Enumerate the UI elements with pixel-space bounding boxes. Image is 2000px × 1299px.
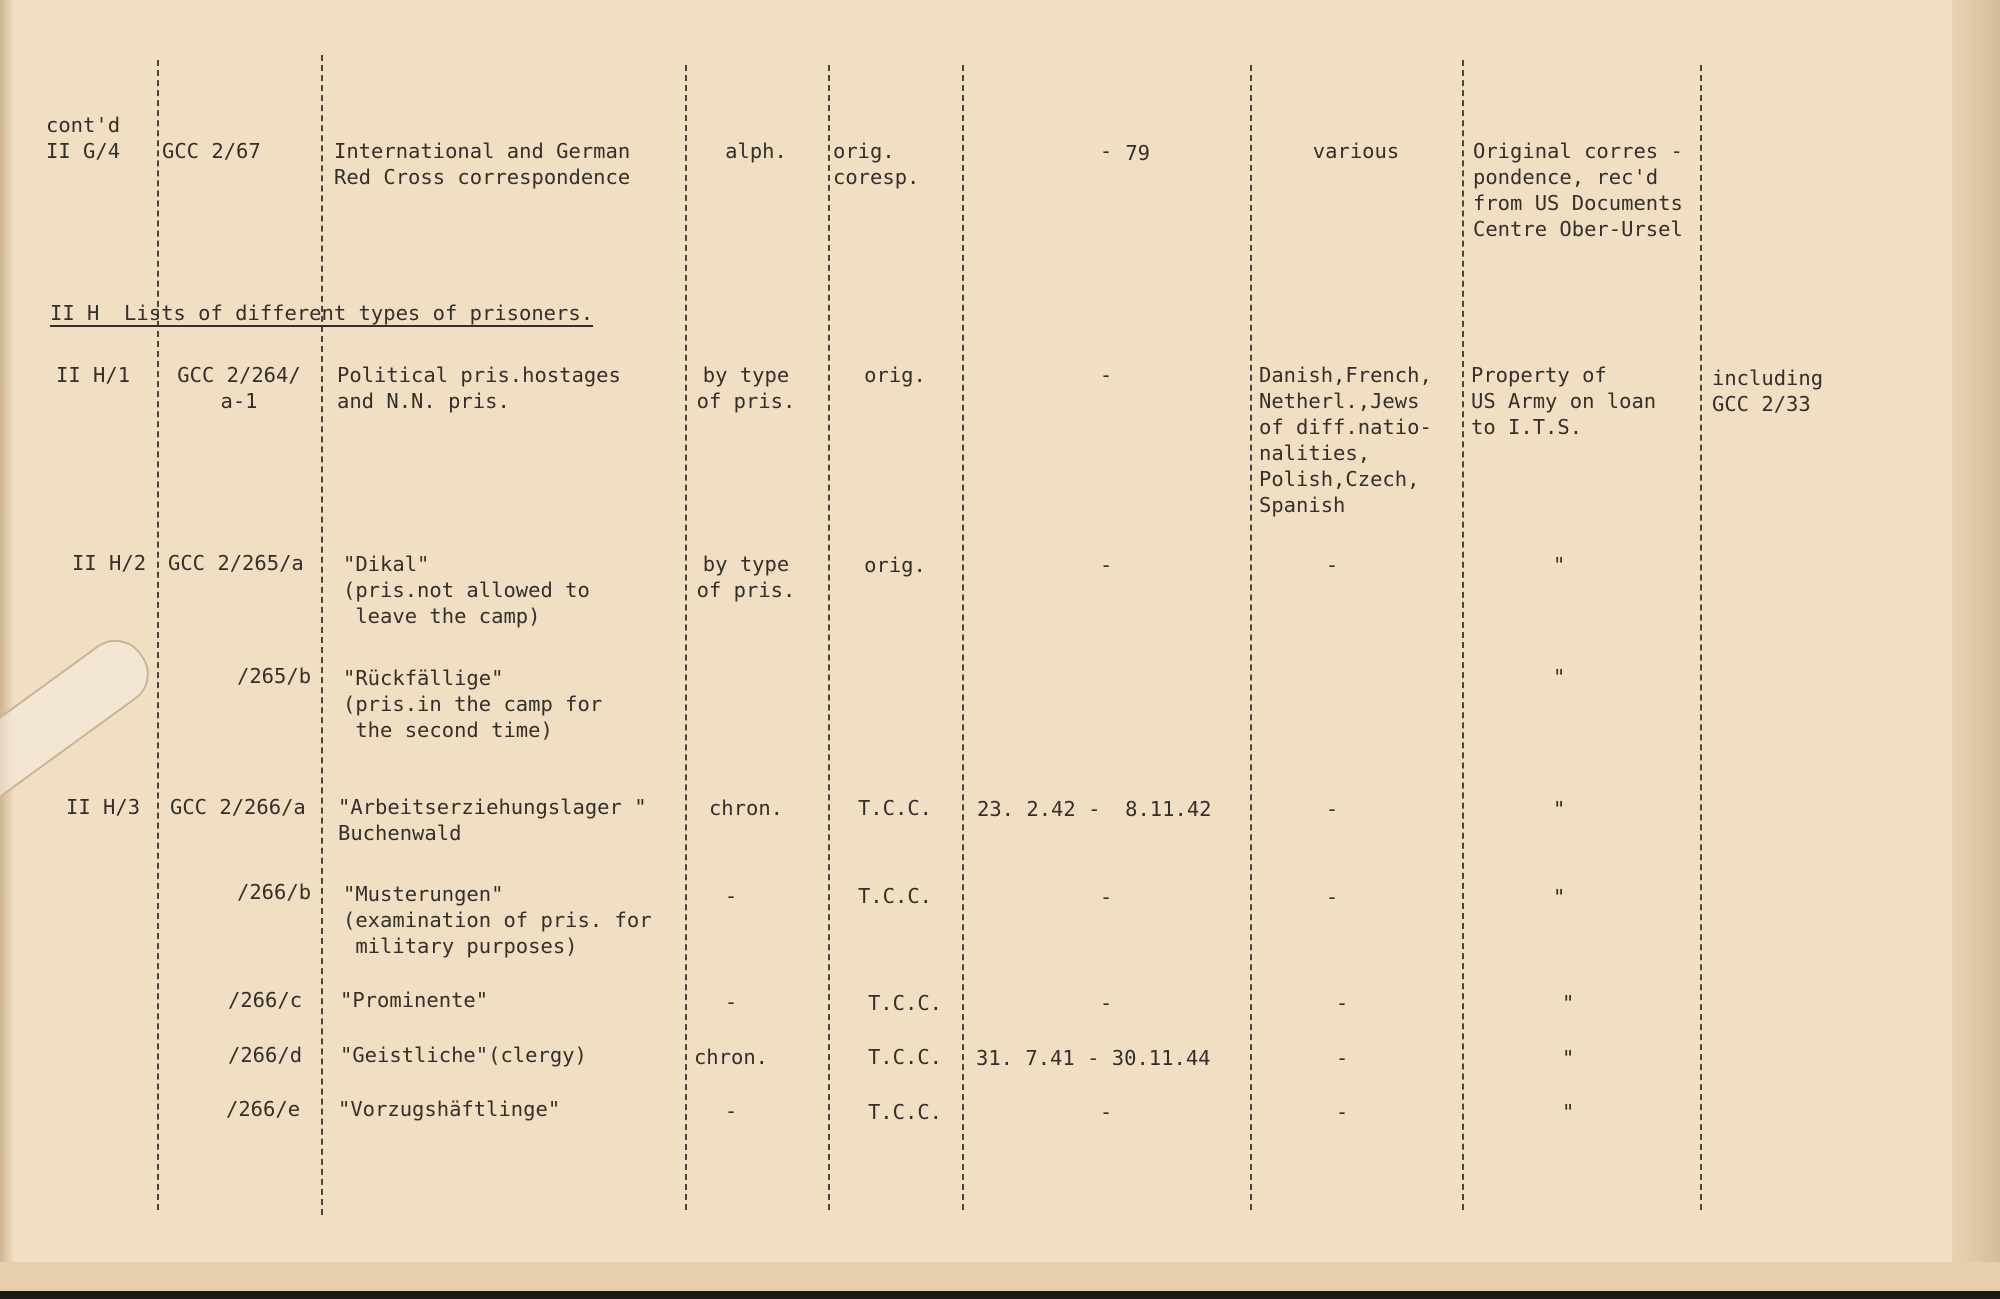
column-rule bbox=[1250, 65, 1252, 1210]
arrangement: alph. bbox=[725, 139, 787, 163]
reference-number: GCC 2/266/a bbox=[170, 795, 306, 819]
arrangement: by type of pris. bbox=[696, 552, 796, 602]
provenance: " bbox=[1553, 797, 1566, 821]
page-binding-shadow bbox=[0, 0, 14, 1291]
page-number: 79 bbox=[1125, 141, 1150, 165]
column-rule bbox=[157, 60, 159, 1210]
description: "Arbeitserziehungslager " Buchenwald bbox=[338, 795, 647, 845]
period-dates: 23. 2.42 - 8.11.42 bbox=[977, 797, 1212, 821]
description: Political pris.hostages and N.N. pris. bbox=[337, 363, 621, 413]
arrangement: by type of pris. bbox=[696, 363, 796, 413]
continued-label: cont'd bbox=[46, 113, 121, 137]
nationalities: - bbox=[1325, 553, 1339, 577]
period-dates: 31. 7.41 - 30.11.44 bbox=[976, 1046, 1211, 1070]
document-type: T.C.C. bbox=[857, 884, 933, 908]
document-type: orig. bbox=[864, 363, 926, 387]
description: "Rückfällige" (pris.in the camp for the second time) bbox=[343, 666, 603, 742]
provenance: Original corres - pondence, rec'd from US Documents Centre Ober-Ursel bbox=[1473, 139, 1683, 241]
series-code: II G/4 bbox=[46, 139, 121, 163]
document-type: T.C.C. bbox=[867, 1100, 943, 1124]
arrangement: - bbox=[724, 884, 738, 908]
nationalities: - bbox=[1335, 1100, 1349, 1124]
document-type: orig. bbox=[864, 553, 926, 577]
period-dates: - bbox=[1099, 363, 1113, 387]
provenance: " bbox=[1562, 1100, 1575, 1124]
document-type: T.C.C. bbox=[867, 991, 943, 1015]
arrangement: - bbox=[724, 990, 738, 1014]
nationalities: - bbox=[1325, 885, 1339, 909]
provenance: " bbox=[1562, 991, 1575, 1015]
reference-number: GCC 2/265/a bbox=[168, 551, 304, 575]
column-rule bbox=[962, 65, 964, 1210]
description: "Vorzugshäftlinge" bbox=[338, 1097, 561, 1121]
period-dates: - bbox=[1099, 139, 1113, 163]
reference-number: /266/e bbox=[226, 1097, 301, 1121]
period-dates: - bbox=[1099, 991, 1113, 1015]
period-dates: - bbox=[1099, 885, 1113, 909]
page-right-edge bbox=[1952, 0, 2000, 1291]
nationalities: - bbox=[1325, 797, 1339, 821]
page-bottom-edge bbox=[0, 1262, 2000, 1291]
reference-number: GCC 2/264/ a-1 bbox=[177, 363, 301, 413]
column-rule bbox=[321, 55, 323, 1215]
period-dates: - bbox=[1100, 553, 1113, 577]
arrangement: chron. bbox=[693, 1045, 769, 1069]
provenance: " bbox=[1553, 885, 1566, 909]
column-rule bbox=[1700, 65, 1702, 1210]
nationalities: - bbox=[1335, 1046, 1349, 1070]
provenance: " bbox=[1562, 1046, 1575, 1070]
description: "Prominente" bbox=[340, 988, 489, 1012]
reference-number: GCC 2/67 bbox=[162, 139, 261, 163]
reference-number: /266/b bbox=[237, 880, 312, 904]
document-type: T.C.C. bbox=[857, 796, 933, 820]
provenance: " bbox=[1553, 665, 1566, 689]
section-heading: II H Lists of different types of prisoners. bbox=[50, 301, 594, 325]
series-code: II H/3 bbox=[66, 795, 141, 819]
column-rule bbox=[1462, 60, 1464, 1210]
provenance: Property of US Army on loan to I.T.S. bbox=[1471, 363, 1657, 439]
series-code: II H/1 bbox=[56, 363, 131, 387]
remarks: including GCC 2/33 bbox=[1712, 366, 1824, 416]
nationalities: various bbox=[1312, 139, 1400, 163]
column-rule bbox=[828, 65, 830, 1210]
reference-number: /265/b bbox=[237, 664, 312, 688]
description: "Musterungen" (examination of pris. for military purposes) bbox=[343, 882, 652, 958]
nationalities: - bbox=[1335, 991, 1349, 1015]
period-dates: - bbox=[1099, 1100, 1113, 1124]
nationalities: Danish,French, Netherl.,Jews of diff.natio- nalities, Polish,Czech, Spanish bbox=[1259, 363, 1432, 517]
description: International and German Red Cross correspondence bbox=[334, 139, 631, 189]
description: "Dikal" (pris.not allowed to leave the camp) bbox=[343, 552, 590, 628]
provenance: " bbox=[1553, 553, 1566, 577]
arrangement: chron. bbox=[708, 796, 784, 820]
description: "Geistliche"(clergy) bbox=[340, 1043, 587, 1067]
arrangement: - bbox=[724, 1099, 738, 1123]
reference-number: /266/d bbox=[228, 1043, 303, 1067]
series-code: II H/2 bbox=[72, 551, 147, 575]
document-type: T.C.C. bbox=[867, 1045, 943, 1069]
reference-number: /266/c bbox=[228, 988, 303, 1012]
document-type: orig. coresp. bbox=[833, 139, 920, 189]
column-rule bbox=[685, 65, 687, 1210]
